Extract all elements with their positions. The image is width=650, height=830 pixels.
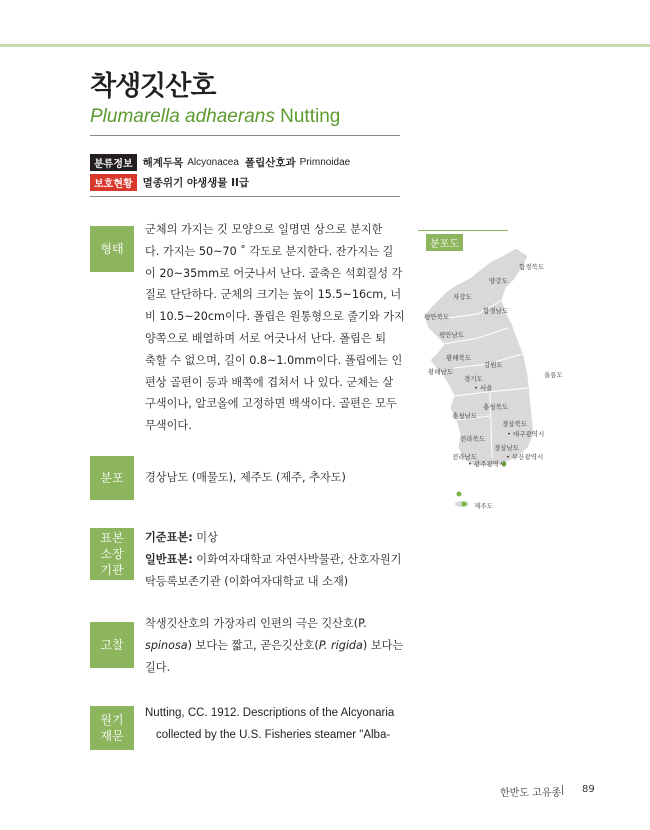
reference-label: [90, 706, 134, 750]
map-label-busan: • 부산광역시: [506, 453, 544, 461]
family-latin: Primnoidae: [299, 157, 351, 168]
map-label-chungnam: 충청남도: [452, 412, 478, 420]
map-label-ulleung: 울릉도: [544, 371, 563, 379]
map-title: 분포도: [426, 234, 463, 251]
classification-row: [90, 154, 356, 171]
reference-label-line: 원기: [100, 713, 124, 727]
map-label-jeonnam: 전라남도: [452, 453, 478, 461]
general-specimen-label: 일반표본:: [145, 552, 193, 566]
morphology-line: 무색이다.: [145, 419, 192, 433]
map-label-gyeongbuk: 경상북도: [502, 420, 528, 428]
author-name: Nutting: [280, 106, 341, 127]
meta-rule: [90, 196, 400, 197]
map-label-gwangju: • 광주광역시: [468, 460, 506, 468]
distribution-dot: [462, 502, 467, 507]
map-label-chungbuk: 충청북도: [483, 403, 509, 411]
remarks-line: 길다.: [145, 660, 171, 674]
morphology-text: [145, 219, 405, 437]
footer-separator: [562, 785, 563, 795]
header-rule: [90, 135, 400, 136]
reference-line: collected by the U.S. Fisheries steamer "Alba-: [156, 728, 391, 741]
map-label-pyeongbuk: 평안북도: [424, 313, 450, 321]
standard-specimen-line: [145, 527, 400, 549]
remarks-label: 고찰: [90, 622, 134, 668]
specimen-label-line: 소장: [100, 547, 124, 561]
map-label-hamnam: 함경남도: [483, 307, 509, 315]
map-label-seoul: • 서울: [474, 384, 493, 392]
reference-label-line: 재문: [100, 729, 124, 743]
family-korean: 폴립산호과: [244, 157, 296, 169]
map-label-pyeongnam: 평안남도: [439, 331, 465, 339]
morphology-line: 구색이나, 알코올에 고정하면 백색이다. 골편은 모두: [145, 397, 397, 411]
map-label-jeonbuk: 전라북도: [460, 435, 486, 443]
order-korean: 해계두목: [142, 157, 184, 169]
morphology-line: 군체의 가지는 깃 모양으로 일명면 상으로 분지한: [145, 223, 383, 236]
standard-specimen-label: 기준표본:: [145, 531, 193, 544]
scientific-name-italic: Plumarella adhaerans: [90, 106, 275, 127]
map-label-daegu: • 대구광역시: [507, 430, 545, 438]
reference-line: Nutting, CC. 1912. Descriptions of the Alcyonaria: [145, 707, 395, 719]
remarks-line-2: [145, 635, 404, 657]
distribution-line: 경상남도 (매물도), 제주도 (제주, 추자도): [145, 471, 346, 484]
species-name-italic: spinosa: [145, 638, 188, 652]
morphology-line: 양쪽으로 배열하며 서로 어긋나서 난다. 폴립은 퇴: [145, 331, 387, 345]
morphology-line: 비 10.5~20cm이다. 폴립은 원통형으로 줄기와 가지: [145, 310, 405, 324]
map-label-hambuk: 함경북도: [519, 263, 545, 271]
map-label-jagang: 자강도: [453, 293, 472, 301]
protection-status: 멸종위기 야생생물 II급: [142, 177, 250, 189]
morphology-line: 이 20~35mm로 어긋나서 난다. 골축은 석회질성 각: [145, 266, 403, 280]
map-label-hwangnam: 황해남도: [428, 368, 454, 376]
specimen-label: [90, 528, 134, 580]
remarks-text: [145, 613, 404, 678]
specimen-text: [145, 527, 400, 592]
order-latin: Alcyonacea: [187, 157, 239, 168]
scientific-name: [90, 106, 340, 128]
map-label-gangwon: 강원도: [484, 361, 503, 369]
map-label-gyeongnam: 경상남도: [494, 444, 520, 452]
distribution-label: 분포: [90, 456, 134, 500]
specimen-label-line: 기관: [100, 563, 124, 577]
distribution-text: [145, 467, 400, 489]
classification-tag: 분류정보: [90, 154, 137, 171]
morphology-line: 축할 수 없으며, 길이 0.8~1.0mm이다. 폴립에는 인: [145, 353, 403, 367]
morphology-label: 형태: [90, 226, 134, 272]
map-label-yanggang: 양강도: [489, 277, 508, 285]
morphology-line: 편상 골편이 등과 배쪽에 겹쳐서 나 있다. 군체는 살: [145, 375, 394, 389]
top-divider-line: [0, 44, 650, 47]
reference-text: [145, 703, 400, 747]
standard-specimen-value: 미상: [196, 531, 218, 544]
general-specimen-line-2: 탁등록보존기관 (이화여자대학교 내 소재): [145, 574, 349, 588]
species-name-italic: P. rigida: [318, 638, 363, 652]
map-label-jeju: 제주도: [474, 502, 493, 510]
general-specimen-value: 이화여자대학교 자연사박물관, 산호자원기: [196, 552, 402, 566]
map-label-hwangbuk: 황해북도: [446, 354, 472, 362]
protection-row: [90, 174, 253, 191]
footer-book-title: 한반도 고유종: [500, 788, 562, 799]
page-number: 89: [582, 784, 595, 795]
morphology-line: 다. 가지는 50~70 ˚ 각도로 분지한다. 잔가지는 길: [145, 244, 394, 258]
remarks-line: 착생깃산호의 가장자리 인편의 극은 깃산호(P.: [145, 617, 367, 630]
protection-tag: 보호현황: [90, 174, 137, 191]
morphology-line: 질로 단단하다. 군체의 크기는 높이 15.5~16cm, 너: [145, 288, 402, 302]
map-label-gyeonggi: 경기도: [464, 375, 483, 383]
specimen-label-line: 표본: [100, 531, 124, 545]
general-specimen-line: [145, 549, 400, 571]
distribution-dot: [457, 492, 462, 497]
page-title: 착생깃산호: [90, 71, 216, 102]
remarks-text-segment: ) 보다는: [362, 638, 404, 652]
remarks-text-segment: ) 보다는 짧고, 곧은깃산호(: [187, 638, 319, 652]
